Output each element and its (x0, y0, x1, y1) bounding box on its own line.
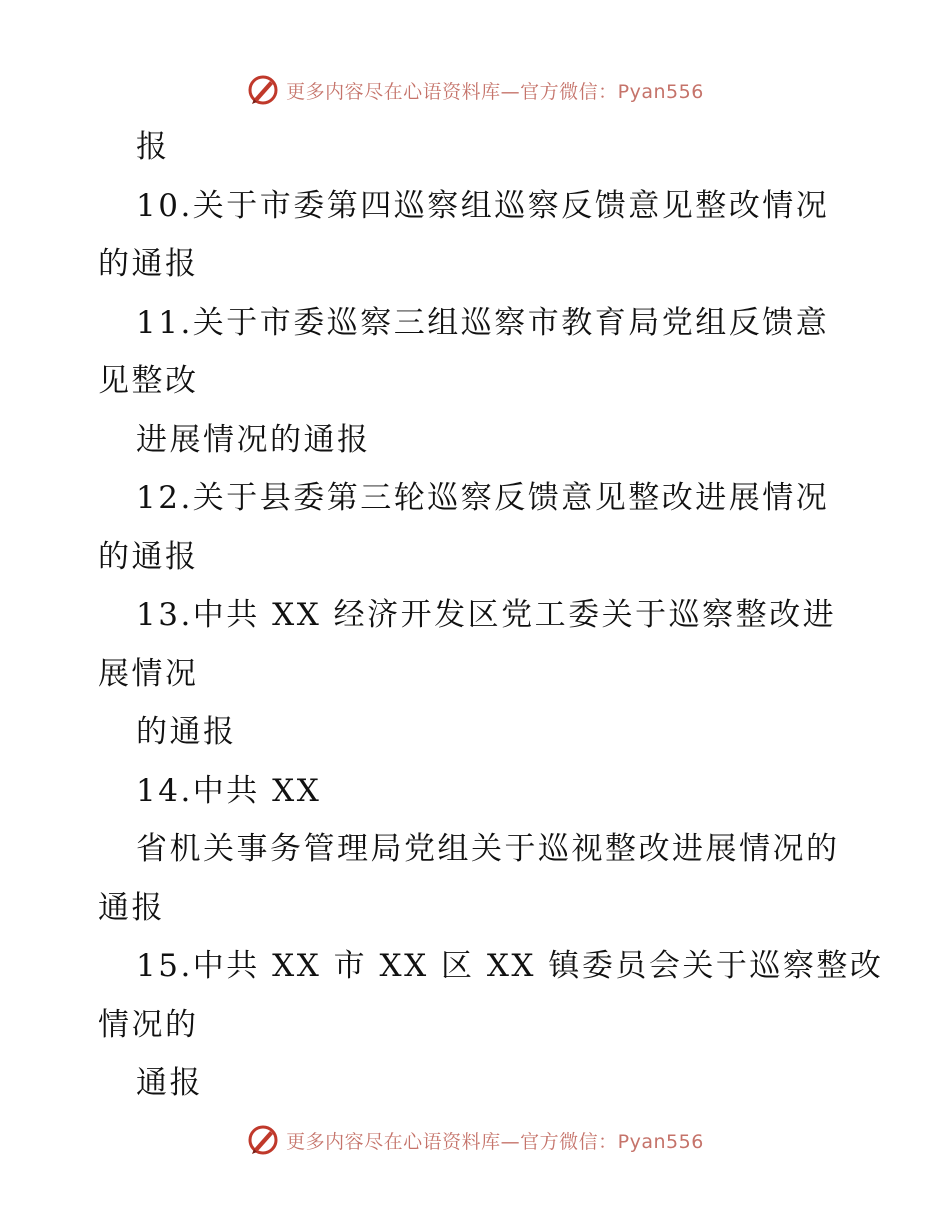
text-line: 14.中共 XX (136, 772, 322, 809)
footer-banner-text: 更多内容尽在心语资料库—官方微信：Pyan556 (286, 1130, 704, 1153)
header-banner-text: 更多内容尽在心语资料库—官方微信：Pyan556 (286, 80, 704, 103)
text-line: 10.关于市委第四巡察组巡察反馈意见整改情况 (136, 187, 830, 224)
document-body (98, 118, 884, 1113)
text-line: 11.关于市委巡察三组巡察市教育局党组反馈意 (136, 304, 830, 341)
text-line: 报 (136, 129, 170, 165)
text-line: 见整改 (98, 363, 199, 399)
pen-circle-logo-icon (246, 73, 280, 107)
text-line: 进展情况的通报 (136, 421, 371, 458)
text-line: 的通报 (136, 714, 237, 750)
text-line: 省机关事务管理局党组关于巡视整改进展情况的 (136, 831, 840, 867)
header-banner (0, 70, 950, 110)
text-line: 展情况 (98, 655, 199, 692)
text-line: 情况的 (98, 1006, 199, 1043)
text-line: 通报 (98, 889, 165, 926)
text-line: 12.关于县委第三轮巡察反馈意见整改进展情况 (136, 480, 830, 516)
footer-banner (0, 1120, 950, 1160)
text-line: 15.中共 XX 市 XX 区 XX 镇委员会关于巡察整改 (136, 948, 884, 984)
text-line: 的通报 (98, 246, 199, 282)
text-line: 通报 (136, 1065, 203, 1101)
text-line: 13.中共 XX 经济开发区党工委关于巡察整改进 (136, 597, 837, 633)
text-line: 的通报 (98, 538, 199, 575)
pen-circle-logo-icon (246, 1123, 280, 1157)
